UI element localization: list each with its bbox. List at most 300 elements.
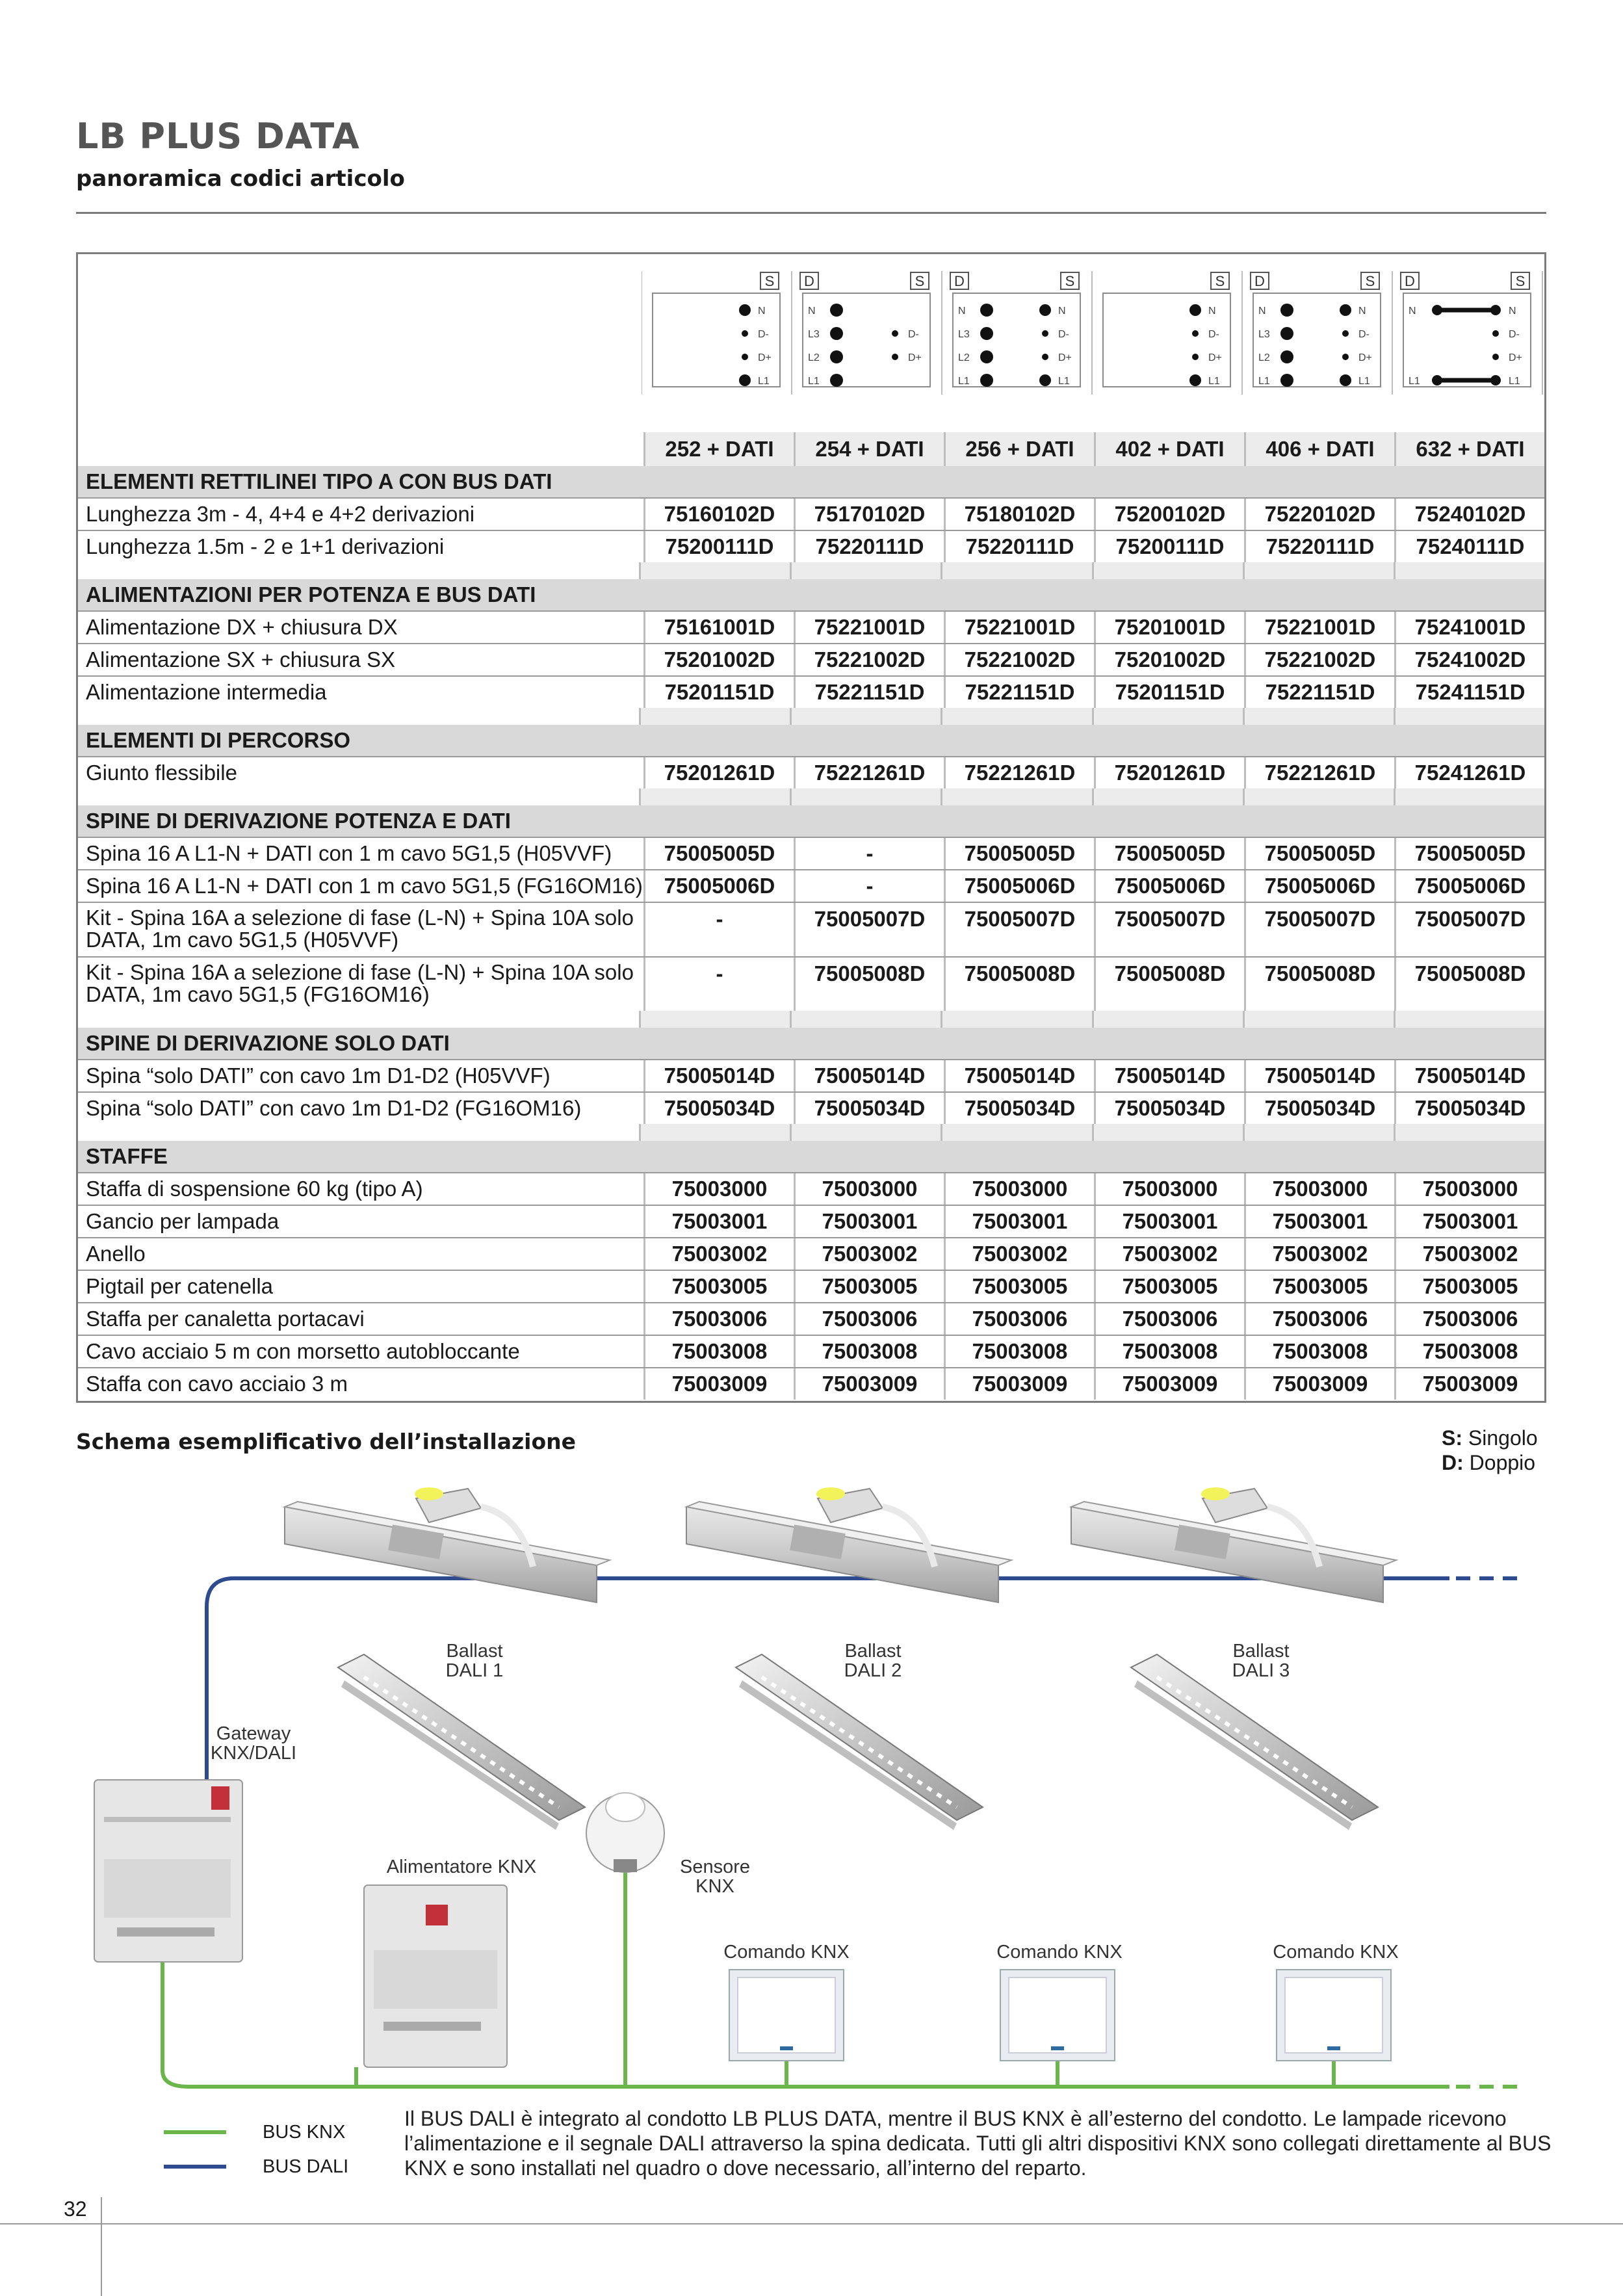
connector-badge-label: S [1215,273,1225,289]
page-number: 32 [64,2197,87,2221]
connector-badge-label: D [804,273,814,289]
spacer-blank [78,708,639,725]
article-code: 75221151D [944,677,1094,708]
column-header: 632 + DATI [1394,432,1544,466]
spacer-column [639,789,790,805]
article-code: 75241001D [1394,612,1544,643]
article-code: 75005005D [1094,838,1244,869]
row-label: Lunghezza 1.5m - 2 e 1+1 derivazioni [78,531,643,562]
row-label: Staffa con cavo acciaio 3 m [78,1368,643,1400]
connector-diagram [1092,271,1242,395]
spacer-column [941,1011,1091,1028]
page-title: LB PLUS DATA [76,116,360,157]
pin-dot [892,330,898,337]
article-code: 75220111D [944,531,1094,562]
article-code: 75005008D [1244,958,1394,1011]
pin-dot [1042,354,1048,360]
table-row [78,869,1544,902]
row-label: Pigtail per catenella [78,1271,643,1302]
article-code: 75005014D [1244,1060,1394,1091]
connector-badge-label: D [954,273,965,289]
column-header: 402 + DATI [1094,432,1244,466]
spacer-column [1394,708,1544,725]
article-code: 75201261D [1094,757,1244,789]
pin-dot [1490,375,1501,385]
article-code: 75005007D [944,903,1094,956]
connector-diagram [1392,271,1542,395]
connector-key [1442,1426,1538,1475]
pin-label: L1 [1409,376,1420,387]
article-code: 75005007D [1244,903,1394,956]
connector-badge-label: S [764,273,775,289]
spacer-column [1092,708,1243,725]
pin-label: L1 [808,376,820,387]
spacer-column [1092,789,1243,805]
pin-label: L1 [1058,376,1070,387]
pin-dot [1042,330,1048,337]
comando-label-2: Comando KNX [996,1942,1123,1963]
row-label: Lunghezza 3m - 4, 4+4 e 4+2 derivazioni [78,499,643,530]
article-code: 75005014D [1094,1060,1244,1091]
spacer-column [790,1011,941,1028]
article-code: 75003008 [794,1336,944,1367]
legend-knx-label: BUS KNX [263,2122,346,2143]
article-code: 75170102D [794,499,944,530]
spacer-blank [78,1011,639,1028]
pin-label: N [1208,306,1216,317]
pin-label: D+ [908,352,922,363]
row-label: Spina “solo DATI” con cavo 1m D1-D2 (FG16OM16) [78,1093,643,1124]
article-code: 75003005 [944,1271,1094,1302]
spacer-column [1394,562,1544,579]
page-subtitle: panoramica codici articolo [76,166,405,192]
article-code: 75003001 [1244,1206,1394,1237]
article-code: 75201261D [643,757,794,789]
row-label: Spina 16 A L1-N + DATI con 1 m cavo 5G1,5 (H05VVF) [78,838,643,869]
pin-dot [742,354,748,360]
section-header-row [78,579,1544,610]
article-code: 75003008 [944,1336,1094,1367]
row-label: Alimentazione SX + chiusura SX [78,644,643,675]
article-code: 75003002 [1394,1238,1544,1270]
section-spacer [78,789,1544,805]
pin-label: N [958,306,966,317]
pin-label: D+ [1208,352,1222,363]
table-row [78,610,1544,643]
connector-diagram [792,271,942,395]
pin-label: N [758,306,766,317]
comando-label-1: Comando KNX [723,1942,850,1963]
article-code: 75005005D [643,838,794,869]
article-code: 75003000 [1094,1173,1244,1205]
article-code: 75201002D [643,644,794,675]
article-code: 75005007D [1094,903,1244,956]
spacer-column [790,1124,941,1141]
spacer-column [790,708,941,725]
alimentatore-device [364,1885,507,2067]
pin-label: N [1358,306,1366,317]
section-header-row [78,1141,1544,1172]
article-code: 75005034D [1094,1093,1244,1124]
article-code: 75005034D [1244,1093,1394,1124]
pin-dot [1189,374,1201,386]
footer-divider [0,2223,1623,2224]
row-label: Staffa per canaletta portacavi [78,1303,643,1335]
table-row [78,902,1544,956]
pin-label: D+ [1509,352,1522,363]
article-code: 75221001D [944,612,1094,643]
pin-label: D- [908,329,919,340]
article-code: 75003009 [1244,1368,1394,1400]
pin-label: L1 [1358,376,1370,387]
article-code: 75003006 [944,1303,1094,1335]
section-title: ELEMENTI RETTILINEI TIPO A CON BUS DATI [78,466,1544,497]
column-header-row [78,432,1544,466]
track-segment-3 [1071,1487,1396,1602]
pin-dot [1189,304,1201,316]
header-divider [76,212,1546,214]
article-code: 75005014D [944,1060,1094,1091]
article-code: 75005008D [944,958,1094,1011]
pin-label: D- [1058,329,1069,340]
pin-label: L1 [758,376,770,387]
ballast-label-3: Ballast DALI 3 [1232,1641,1290,1681]
product-code-table [76,252,1546,1403]
article-code: 75003001 [944,1206,1094,1237]
spacer-column [941,1124,1091,1141]
article-code: 75201151D [643,677,794,708]
article-code: 75200111D [1094,531,1244,562]
article-code: 75003002 [643,1238,794,1270]
article-code: 75005034D [794,1093,944,1124]
connector-badge-label: S [915,273,925,289]
article-code: 75220102D [1244,499,1394,530]
spacer-column [639,1011,790,1028]
row-label: Spina 16 A L1-N + DATI con 1 m cavo 5G1,5 (FG16OM16) [78,870,643,902]
track-segment-1 [285,1487,610,1602]
article-code: 75240111D [1394,531,1544,562]
spacer-column [941,789,1091,805]
pin-dot [830,374,843,387]
article-code: 75221001D [1244,612,1394,643]
article-code: - [794,870,944,902]
pin-label: D- [1509,329,1520,340]
pin-dot [1432,375,1442,385]
pin-dot [1192,354,1199,360]
pin-label: D- [758,329,769,340]
pin-label: N [1409,306,1416,317]
spacer-column [1243,708,1394,725]
article-code: 75003009 [1394,1368,1544,1400]
pin-dot [1192,330,1199,337]
pin-label: N [1258,306,1266,317]
article-code: 75005007D [794,903,944,956]
article-code: 75201002D [1094,644,1244,675]
table-row [78,1367,1544,1400]
ballast-label-2: Ballast DALI 2 [844,1641,902,1681]
column-header: 406 + DATI [1244,432,1394,466]
article-code: 75221261D [794,757,944,789]
article-code: 75003002 [794,1238,944,1270]
pin-label: D- [1358,329,1370,340]
row-label: Kit - Spina 16A a selezione di fase (L-N) + Spina 10A solo DATA, 1m cavo 5G1,5 (FG16OM16) [78,958,643,1011]
article-code: 75221261D [1244,757,1394,789]
article-code: 75003002 [1094,1238,1244,1270]
pin-label: N [1058,306,1066,317]
pin-dot [980,374,993,387]
article-code: 75003008 [1244,1336,1394,1367]
pin-dot [1490,305,1501,315]
spacer-column [1394,1011,1544,1028]
article-code: 75221001D [794,612,944,643]
pin-label: L1 [1258,376,1270,387]
section-title: SPINE DI DERIVAZIONE SOLO DATI [78,1028,1544,1059]
row-label: Cavo acciaio 5 m con morsetto autobloccante [78,1336,643,1367]
spacer-column [1394,789,1544,805]
comando-device-2 [1000,1970,1115,2061]
key-double: D: Doppio [1442,1451,1536,1474]
section-header-row [78,466,1544,497]
row-label: Alimentazione intermedia [78,677,643,708]
table-row [78,1205,1544,1237]
diagram-title: Schema esemplificativo dell’installazione [76,1429,577,1454]
column-header: 254 + DATI [794,432,944,466]
pin-label: D+ [758,352,772,363]
section-spacer [78,708,1544,725]
spacer-column [1243,1124,1394,1141]
article-code: 75003000 [1244,1173,1394,1205]
spacer-column [790,789,941,805]
article-code: 75003005 [643,1271,794,1302]
section-title: ALIMENTAZIONI PER POTENZA E BUS DATI [78,579,1544,610]
pin-dot [830,327,843,340]
article-code: 75241151D [1394,677,1544,708]
pin-dot [1342,354,1349,360]
table-row [78,530,1544,562]
article-code: 75005034D [944,1093,1094,1124]
article-code: 75003009 [643,1368,794,1400]
article-code: 75003000 [1394,1173,1544,1205]
article-code: 75005005D [944,838,1094,869]
article-code: 75160102D [643,499,794,530]
article-code: - [643,903,794,956]
connector-diagrams [642,271,1544,395]
sensore-label: Sensore KNX [679,1857,750,1897]
ballast-label-1: Ballast DALI 1 [445,1641,504,1681]
table-row [78,1059,1544,1091]
section-header-row [78,805,1544,837]
article-code: 75161001D [643,612,794,643]
section-spacer [78,562,1544,579]
header-spacer [78,432,643,466]
table-row [78,643,1544,675]
article-code: 75003009 [1094,1368,1244,1400]
article-code: 75003005 [1394,1271,1544,1302]
article-code: 75200111D [643,531,794,562]
pin-dot [1432,305,1442,315]
article-code: 75005014D [1394,1060,1544,1091]
pin-label: L2 [808,352,820,363]
pin-dot [980,304,993,317]
article-code: 75003005 [1094,1271,1244,1302]
article-code: 75003000 [643,1173,794,1205]
article-code: 75005007D [1394,903,1544,956]
pin-label: L1 [1208,376,1220,387]
section-title: SPINE DI DERIVAZIONE POTENZA E DATI [78,805,1544,837]
article-code: 75240102D [1394,499,1544,530]
row-label: Staffa di sospensione 60 kg (tipo A) [78,1173,643,1205]
pin-dot [1340,304,1351,316]
spacer-column [941,562,1091,579]
pin-label: L2 [958,352,970,363]
article-code: 75221151D [1244,677,1394,708]
pin-dot [1039,374,1051,386]
row-label: Giunto flessibile [78,757,643,789]
table-row [78,675,1544,708]
row-label: Spina “solo DATI” con cavo 1m D1-D2 (H05VVF) [78,1060,643,1091]
article-code: 75005006D [1094,870,1244,902]
table-row [78,1302,1544,1335]
article-code: 75241261D [1394,757,1544,789]
article-code: 75003008 [643,1336,794,1367]
table-row [78,1172,1544,1205]
article-code: 75003002 [1244,1238,1394,1270]
table-row [78,956,1544,1011]
column-header: 256 + DATI [944,432,1094,466]
article-code: 75180102D [944,499,1094,530]
pin-label: L1 [1509,376,1520,387]
article-code: 75005008D [1094,958,1244,1011]
article-code: 75003005 [794,1271,944,1302]
pin-dot [1340,374,1351,386]
pin-dot [1492,330,1499,337]
article-code: 75003009 [794,1368,944,1400]
spacer-column [639,1124,790,1141]
installation-note: Il BUS DALI è integrato al condotto LB PLUS DATA, mentre il BUS KNX è all’esterno del condotto. Le lampade ricevono l’alimentazione e il segnale DALI attraverso la spina dedicata. Tutti gli altri dispositivi KNX sono collegati direttamente al BUS KNX e sono installati nel quadro o dove necessario, all’interno del reparto. [404,2107,1552,2180]
alimentatore-label: Alimentatore KNX [386,1857,537,1877]
article-code: 75003001 [1094,1206,1244,1237]
track-segment-2 [686,1487,1011,1602]
article-code: 75005014D [643,1060,794,1091]
key-single: S: Singolo [1442,1426,1538,1450]
connector-badge-label: D [1254,273,1265,289]
row-label: Gancio per lampada [78,1206,643,1237]
pin-dot [1492,354,1499,360]
section-title: ELEMENTI DI PERCORSO [78,725,1544,756]
article-code: 75003006 [643,1303,794,1335]
pin-dot [1039,304,1051,316]
table-row [78,1237,1544,1270]
article-code: 75005006D [643,870,794,902]
article-code: 75003006 [794,1303,944,1335]
pin-label: N [1509,306,1516,317]
section-header-row [78,1028,1544,1059]
pin-dot [739,304,751,316]
spacer-column [941,708,1091,725]
spacer-column [1394,1124,1544,1141]
article-code: 75003006 [1244,1303,1394,1335]
table-row [78,497,1544,530]
pin-dot [980,350,993,363]
row-label: Alimentazione DX + chiusura DX [78,612,643,643]
pin-dot [1280,374,1293,387]
section-title: STAFFE [78,1141,1544,1172]
article-code: 75200102D [1094,499,1244,530]
article-code: 75221002D [944,644,1094,675]
article-code: 75003006 [1094,1303,1244,1335]
pin-dot [892,354,898,360]
spacer-column [1092,1011,1243,1028]
column-header: 252 + DATI [643,432,794,466]
article-code: 75005006D [1394,870,1544,902]
row-label: Anello [78,1238,643,1270]
pin-dot [980,327,993,340]
spacer-column [790,562,941,579]
section-spacer [78,1011,1544,1028]
spacer-column [1092,1124,1243,1141]
article-code: 75005014D [794,1060,944,1091]
spacer-column [639,562,790,579]
row-label: Kit - Spina 16A a selezione di fase (L-N) + Spina 10A solo DATA, 1m cavo 5G1,5 (H05VVF) [78,903,643,956]
article-code: 75003001 [643,1206,794,1237]
article-code: 75201151D [1094,677,1244,708]
comando-device-1 [729,1970,844,2061]
pin-dot [830,350,843,363]
article-code: 75005034D [643,1093,794,1124]
spacer-column [1243,562,1394,579]
article-code: 75005005D [1394,838,1544,869]
article-code: 75003002 [944,1238,1094,1270]
article-code: 75003008 [1394,1336,1544,1367]
section-spacer [78,1124,1544,1141]
pin-dot [830,304,843,317]
article-code: 75201001D [1094,612,1244,643]
article-code: 75003005 [1244,1271,1394,1302]
pin-dot [1342,330,1349,337]
article-code: 75005008D [794,958,944,1011]
table-row [78,1270,1544,1302]
pin-dot [1280,350,1293,363]
table-row [78,837,1544,869]
article-code: 75005005D [1244,838,1394,869]
table-row [78,1091,1544,1124]
pin-label: N [808,306,816,317]
article-code: 75005008D [1394,958,1544,1011]
pin-dot [739,374,751,386]
pin-label: D+ [1358,352,1372,363]
comando-label-3: Comando KNX [1273,1942,1399,1963]
article-code: 75220111D [1244,531,1394,562]
article-code: 75003000 [944,1173,1094,1205]
article-code: 75003009 [944,1368,1094,1400]
pin-label: L2 [1258,352,1270,363]
pin-label: D- [1208,329,1219,340]
pin-label: L3 [808,329,820,340]
article-code: 75003001 [794,1206,944,1237]
connector-badge-label: S [1065,273,1075,289]
connector-badge-label: S [1515,273,1526,289]
footer-vertical-rule [101,2197,102,2296]
article-code: 75003008 [1094,1336,1244,1367]
pin-label: D+ [1058,352,1072,363]
spacer-column [639,708,790,725]
pin-label: L3 [958,329,970,340]
pin-dot [1280,304,1293,317]
connector-badge-label: D [1405,273,1415,289]
article-code: 75221002D [1244,644,1394,675]
gateway-label: Gateway KNX/DALI [210,1723,297,1764]
article-code: 75003000 [794,1173,944,1205]
